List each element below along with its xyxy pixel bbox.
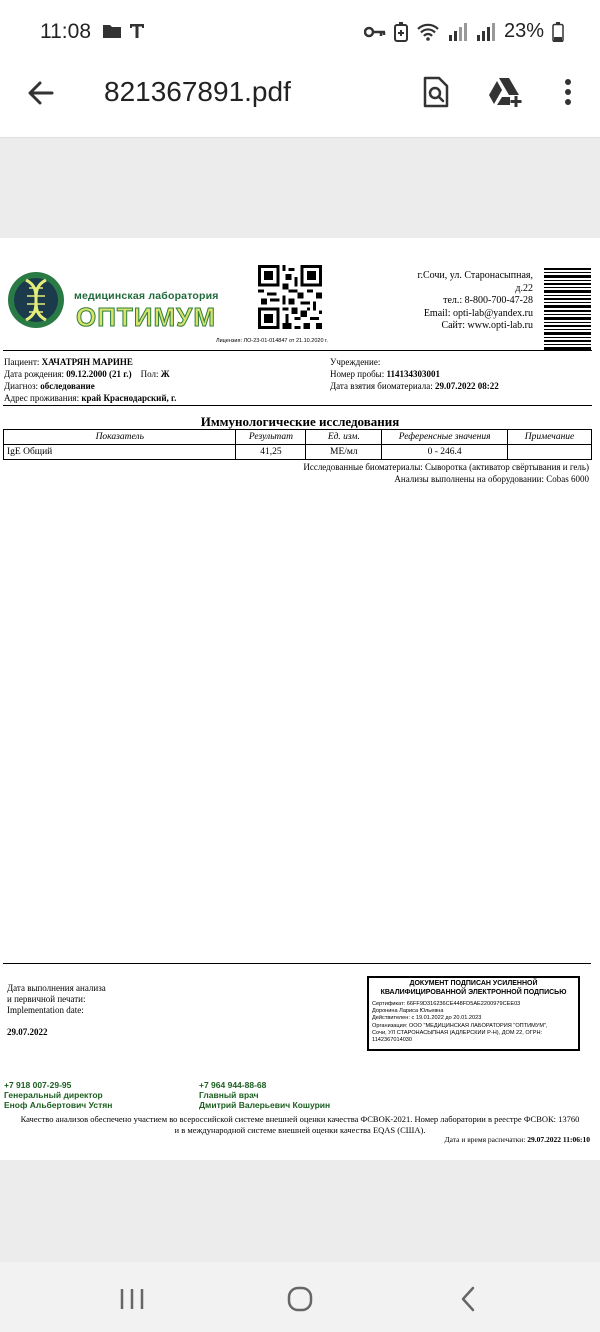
recent-apps-button[interactable]	[112, 1282, 152, 1316]
home-button[interactable]	[280, 1282, 320, 1316]
lab-logo	[6, 268, 228, 332]
address-line: д.22	[515, 282, 533, 294]
phone-line: тел.: 8-800-700-47-28	[443, 295, 533, 306]
t-notification-icon	[128, 22, 146, 40]
battery-saver-icon	[394, 22, 408, 42]
col-header-result: Результат	[236, 430, 306, 445]
header-divider	[3, 350, 592, 351]
institution-label: Учреждение:	[330, 357, 381, 367]
signature-certificate: Сертификат: 66FF9D316236CE448FD5AE2200979CEE03	[372, 1001, 521, 1007]
col-header-unit: Ед. изм.	[306, 430, 382, 445]
collection-row	[330, 381, 499, 391]
patient-name: ХАЧАТРЯН МАРИНЕ	[41, 357, 133, 367]
signal-icon	[448, 23, 468, 41]
director-block	[4, 1080, 112, 1110]
results-table	[3, 429, 592, 460]
quality-line: Качество анализов обеспечено участием во всероссийской системе внешней оценки качества ФСВОК-2021. Номер лаборатории в реестре ФСВОК: 13760	[20, 1114, 580, 1124]
nav-back-button[interactable]	[448, 1282, 488, 1316]
cell-indicator: IgE Общий	[4, 445, 236, 460]
recent-apps-icon	[119, 1287, 145, 1311]
signature-title-line: КВАЛИФИЦИРОВАННОЙ ЭЛЕКТРОННОЙ ПОДПИСЬЮ	[380, 988, 567, 996]
institution-row	[330, 357, 380, 367]
home-icon	[287, 1286, 313, 1312]
signature-validity: Действителен: с 19.01.2022 до 20.01.2023	[372, 1015, 482, 1022]
signal-icon-2	[476, 23, 496, 41]
dob-value: 09.12.2000 (21 г.)	[66, 369, 132, 379]
col-header-indicator: Показатель	[4, 430, 236, 445]
print-datetime	[445, 1135, 591, 1144]
barcode-icon	[544, 268, 591, 352]
status-right-icons	[364, 20, 564, 43]
impl-label-line: Implementation date:	[7, 1005, 84, 1015]
back-button[interactable]	[24, 76, 58, 110]
cell-reference: 0 - 246.4	[382, 445, 508, 460]
signature-org-address: Сочи, УЛ СТАРОНАСЫПНАЯ (АДЛЕРСКИЙ Р-Н), ДОМ 22, ОГРН:	[372, 1029, 543, 1036]
license-text: Лицензия: ЛО-23-01-014847 от 21.10.2020 г.	[216, 338, 328, 344]
sample-number: 114134303001	[386, 369, 440, 379]
key-icon	[364, 25, 386, 39]
chief-doctor-title: Главный врач	[199, 1090, 259, 1100]
dob-label: Дата рождения:	[4, 369, 65, 379]
collection-datetime: 29.07.2022 08:22	[434, 381, 499, 391]
folder-icon	[102, 23, 122, 39]
drive-add-icon	[488, 76, 524, 108]
dob-row	[4, 369, 170, 379]
find-in-document-button[interactable]	[418, 74, 454, 110]
diagnosis-row	[4, 381, 95, 391]
status-bar	[0, 0, 600, 66]
app-bar	[0, 66, 600, 138]
info-divider	[3, 405, 592, 406]
col-header-note: Примечание	[508, 430, 592, 445]
sample-label: Номер пробы:	[330, 369, 385, 379]
back-arrow-icon	[24, 76, 58, 110]
patient-label: Пациент:	[4, 357, 40, 367]
table-row	[4, 445, 592, 460]
lab-name-line2: ОПТИМУМ	[76, 302, 216, 332]
residence-row	[4, 393, 176, 403]
pdf-page[interactable]	[0, 238, 600, 1160]
patient-row	[4, 357, 133, 367]
diagnosis-label: Диагноз:	[4, 381, 39, 391]
more-vert-icon	[564, 78, 572, 106]
signature-title	[372, 980, 575, 997]
director-phone: +7 918 007-29-95	[4, 1080, 72, 1090]
more-options-button[interactable]	[550, 74, 586, 110]
collection-label: Дата взятия биоматериала:	[330, 381, 433, 391]
table-header-row	[4, 430, 592, 445]
lab-name-line1: медицинская лаборатория	[74, 290, 219, 302]
section-title: Иммунологические исследования	[200, 414, 400, 429]
status-notification-icons	[102, 22, 146, 40]
print-label: Дата и время распечатки:	[444, 1135, 526, 1144]
sex-value: Ж	[160, 369, 170, 379]
sample-row	[330, 369, 440, 379]
chief-doctor-phone: +7 964 944-88-68	[199, 1080, 267, 1090]
wifi-icon	[416, 22, 440, 42]
col-header-reference: Референсные значения	[382, 430, 508, 445]
print-value: 29.07.2022 11:06:10	[527, 1135, 590, 1144]
search-document-icon	[422, 76, 450, 108]
website-line: Сайт: www.opti-lab.ru	[441, 320, 533, 331]
signature-organization: Организация: ООО "МЕДИЦИНСКАЯ ЛАБОРАТОРИЯ "ОПТИМУМ",	[372, 1022, 548, 1029]
e-signature-stamp	[367, 976, 580, 1051]
add-to-drive-button[interactable]	[488, 74, 524, 110]
quality-line: и в международной системе внешней оценки качества EQAS (США).	[174, 1125, 426, 1135]
signature-ogrn: 1142367014030	[372, 1037, 413, 1044]
dna-logo-icon	[6, 270, 66, 330]
file-title: 821367891.pdf	[104, 76, 291, 107]
director-title: Генеральный директор	[4, 1090, 103, 1100]
address-line: г.Сочи, ул. Старонасыпная,	[417, 270, 533, 281]
chief-doctor-name: Дмитрий Валерьевич Кошурин	[199, 1100, 331, 1110]
impl-label-line: Дата выполнения анализа	[7, 983, 106, 993]
lab-address	[418, 270, 533, 333]
signature-title-line: ДОКУМЕНТ ПОДПИСАН УСИЛЕННОЙ	[409, 980, 538, 987]
quality-statement	[0, 1114, 600, 1136]
diagnosis-value: обследование	[40, 381, 95, 391]
status-time: 11:08	[40, 20, 91, 43]
qr-code-icon	[258, 265, 322, 329]
chief-doctor-block	[199, 1080, 330, 1110]
email-line: Email: opti-lab@yandex.ru	[423, 307, 533, 319]
battery-percent: 23%	[503, 20, 544, 42]
residence-label: Адрес проживания:	[4, 393, 80, 403]
biomaterial-note: Исследованные биоматериалы: Сыворотка (активатор свёртывания и гель)	[303, 462, 589, 472]
sex-label: Пол:	[140, 369, 159, 379]
cell-unit: МЕ/мл	[306, 445, 382, 460]
cell-result: 41,25	[236, 445, 306, 460]
signature-owner: Доронина Лариса Юльевна	[372, 1008, 444, 1015]
cell-note	[508, 445, 592, 460]
implementation-date-block	[7, 983, 106, 1016]
equipment-note: Анализы выполнены на оборудовании: Cobas 6000	[394, 474, 589, 484]
system-nav-bar	[0, 1262, 600, 1332]
back-icon	[460, 1286, 476, 1312]
battery-icon	[552, 22, 564, 42]
director-name: Еноф Альбертович Устян	[4, 1100, 113, 1110]
implementation-date: 29.07.2022	[7, 1027, 48, 1037]
impl-label-line: и первичной печати:	[7, 994, 86, 1004]
residence-value: край Краснодарский, г.	[81, 393, 177, 403]
footer-divider	[3, 963, 591, 964]
